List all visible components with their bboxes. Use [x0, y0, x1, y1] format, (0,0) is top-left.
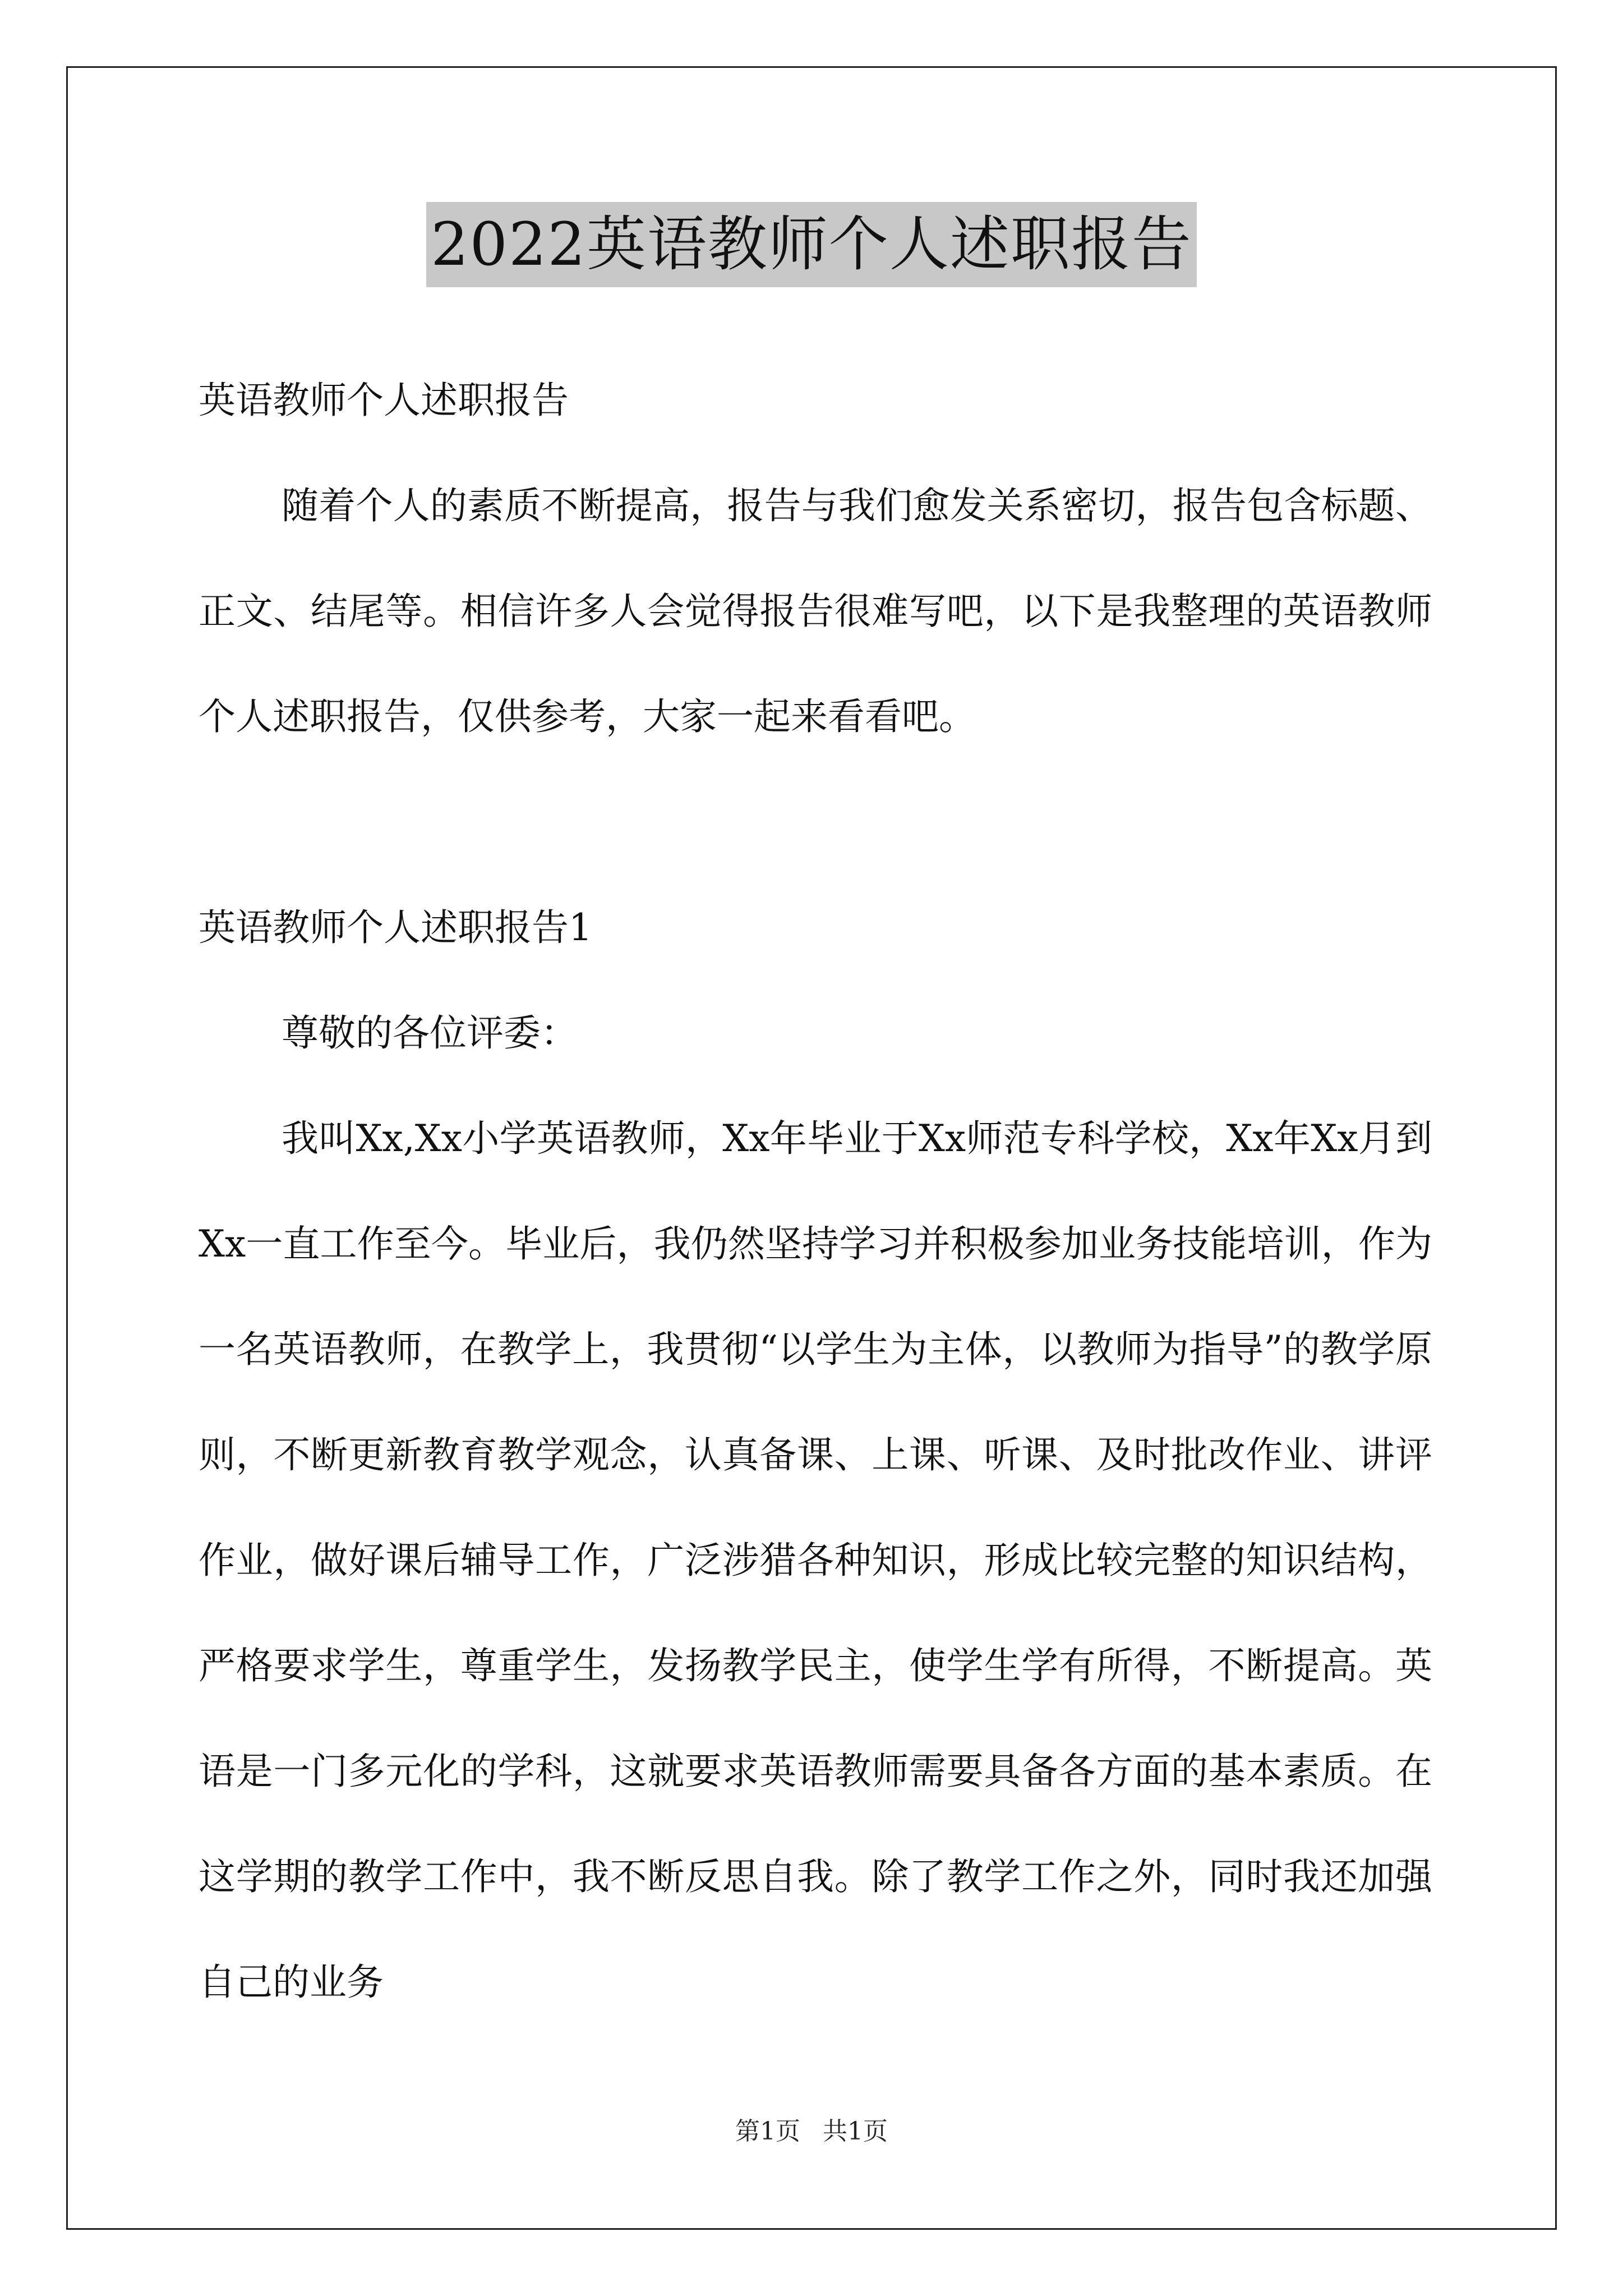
body-paragraph: 我叫Xx,Xx小学英语教师，Xx年毕业于Xx师范专科学校，Xx年Xx月到Xx一直工作至今。毕业后，我仍然坚持学习并积极参加业务技能培训，作为一名英语教师，在教学上，我贯彻“以学生为主体，以教师为指导”的教学原则，不断更新教育教学观念，认真备课、上课、听课、及时批改作业、讲评作业，做好课后辅导工作，广泛涉猎各种知识，形成比较完整的知识结构，严格要求学生，尊重学生，发扬教学民主，使学生学有所得，不断提高。英语是一门多元化的学科，这就要求英语教师需要具备各方面的基本素质。在这学期的教学工作中，我不断反思自我。除了教学工作之外，同时我还加强自己的业务 [199, 1117, 1432, 2004]
section-heading: 英语教师个人述职报告1 [199, 906, 592, 949]
document-title: 2022英语教师个人述职报告 [426, 202, 1197, 287]
document-subtitle: 英语教师个人述职报告 [199, 379, 569, 422]
intro-paragraph: 随着个人的素质不断提高，报告与我们愈发关系密切，报告包含标题、正文、结尾等。相信许多人会觉得报告很难写吧，以下是我整理的英语教师个人述职报告，仅供参考，大家一起来看看吧。 [199, 484, 1432, 738]
salutation: 尊敬的各位评委： [282, 1011, 578, 1055]
page-number: 第1页 [735, 2117, 800, 2146]
document-body [199, 348, 1432, 2035]
page-total: 共1页 [823, 2117, 888, 2146]
page-footer [0, 2115, 1623, 2148]
title-container [0, 202, 1623, 287]
